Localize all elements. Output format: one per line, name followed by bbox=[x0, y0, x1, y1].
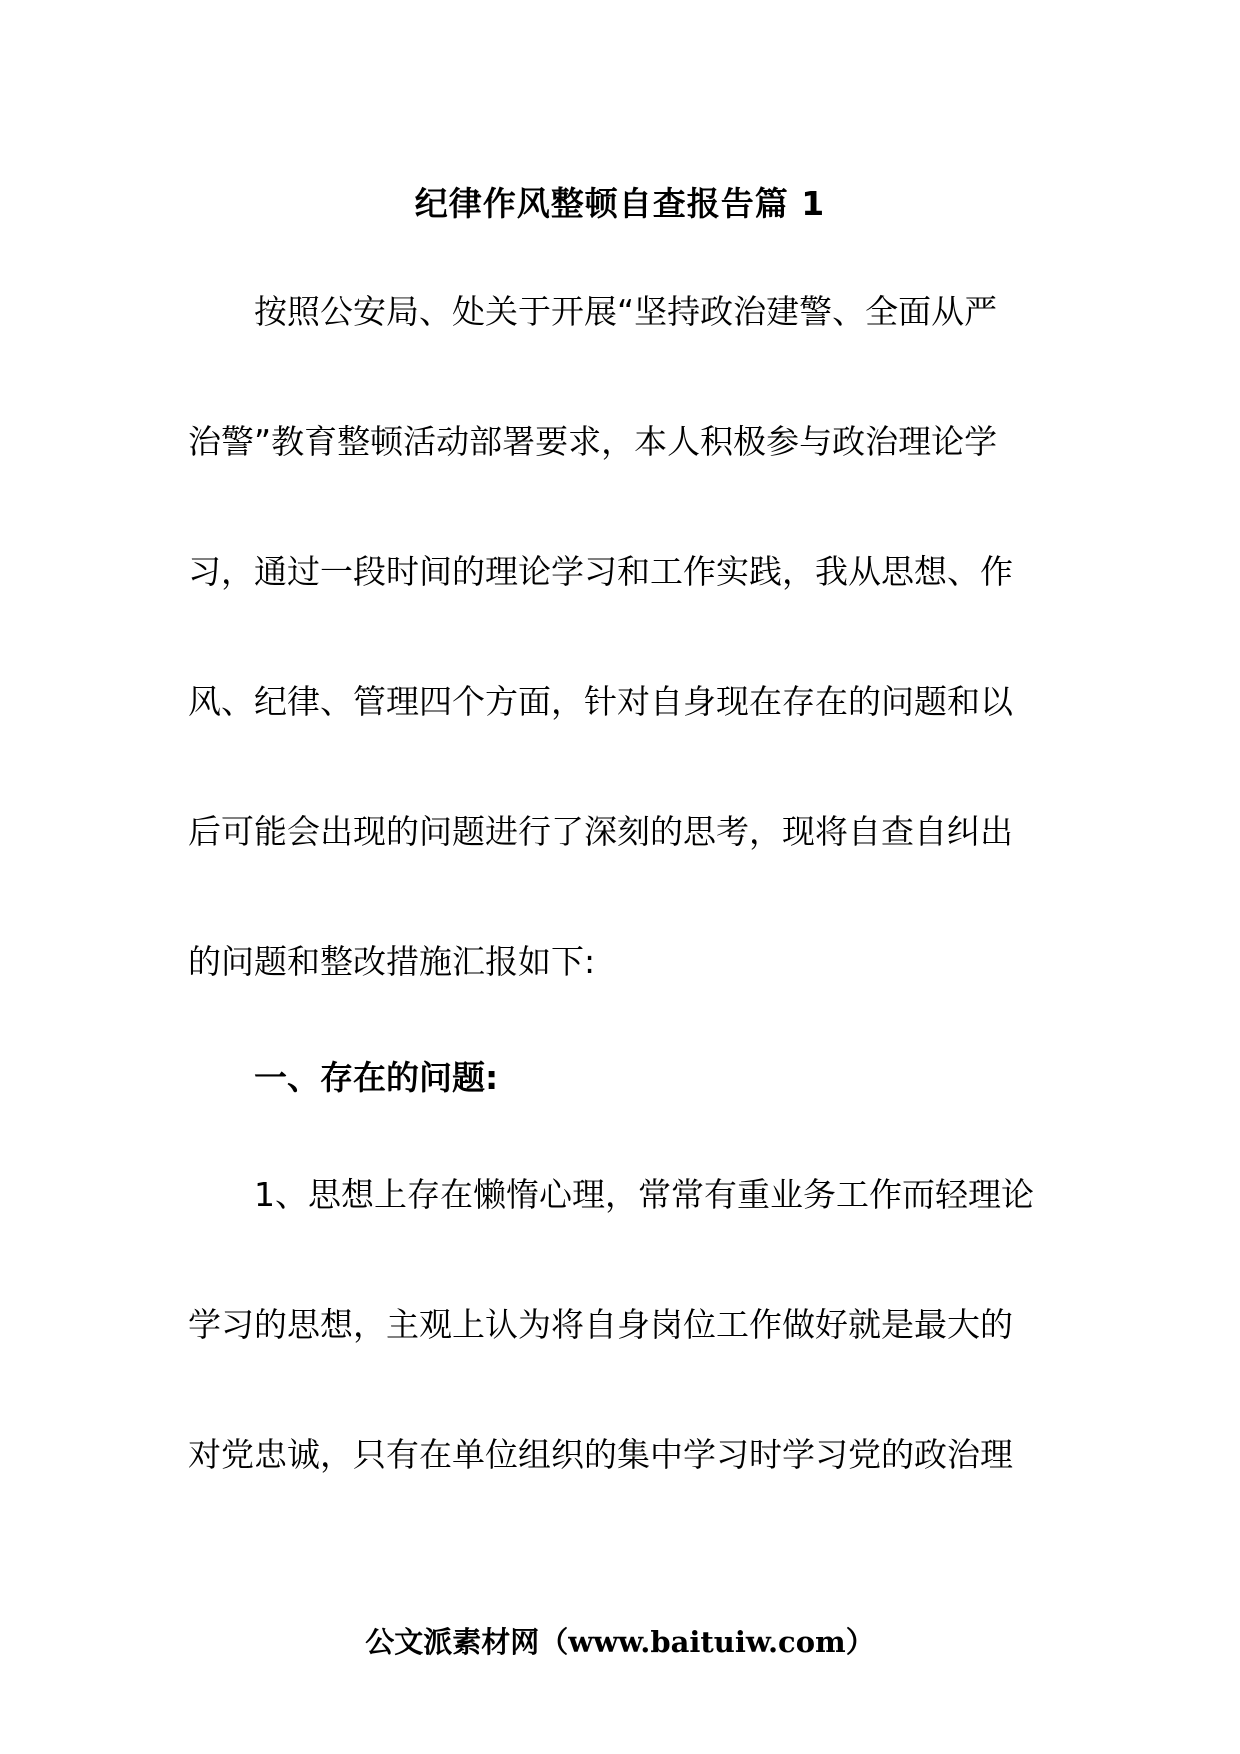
section-heading: 一、存在的问题: bbox=[254, 1058, 499, 1097]
paragraph-line: 对党忠诚，只有在单位组织的集中学习时学习党的政治理 bbox=[188, 1435, 1013, 1474]
paragraph-line: 的问题和整改措施汇报如下: bbox=[188, 942, 596, 981]
paragraph-line: 后可能会出现的问题进行了深刻的思考，现将自查自纠出 bbox=[188, 812, 1013, 851]
paragraph-line: 治警”教育整顿活动部署要求，本人积极参与政治理论学 bbox=[188, 422, 998, 461]
paragraph-line: 习，通过一段时间的理论学习和工作实践，我从思想、作 bbox=[188, 552, 1013, 591]
paragraph-line: 学习的思想，主观上认为将自身岗位工作做好就是最大的 bbox=[188, 1305, 1013, 1344]
paragraph-line: 1、思想上存在懒惰心理，常常有重业务工作而轻理论 bbox=[254, 1175, 1034, 1214]
paragraph-line: 风、纪律、管理四个方面，针对自身现在存在的问题和以 bbox=[188, 682, 1013, 721]
document-title: 纪律作风整顿自查报告篇 1 bbox=[414, 184, 826, 223]
footer-source: 公文派素材网（www.baituiw.com） bbox=[365, 1625, 875, 1659]
paragraph-line: 按照公安局、处关于开展“坚持政治建警、全面从严 bbox=[254, 292, 998, 331]
